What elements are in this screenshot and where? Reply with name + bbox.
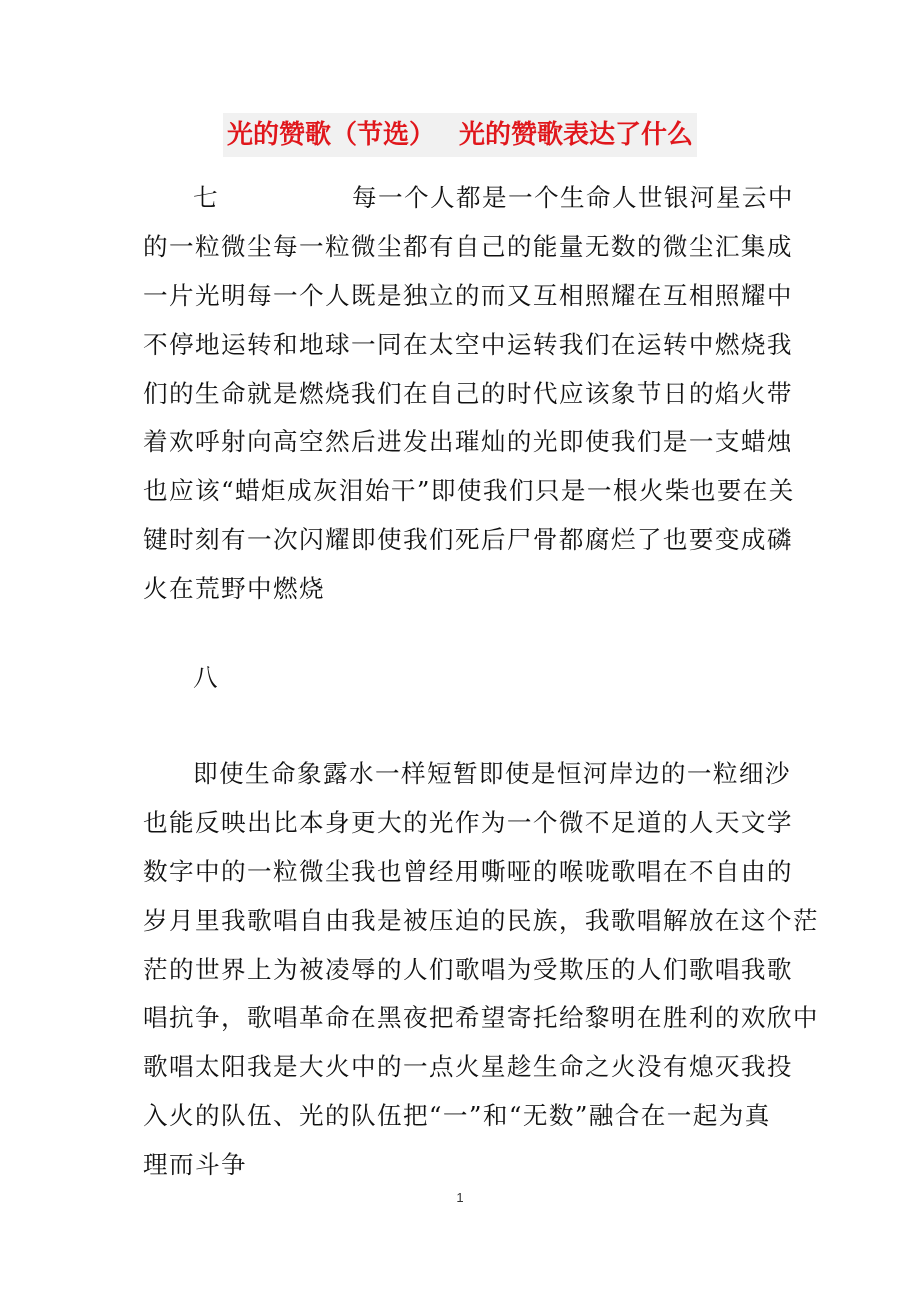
paragraph-line: 歌唱太阳我是大火中的一点火星趁生命之火没有熄灭我投: [143, 1052, 793, 1082]
line-text: 每一个人都是一个生命人世银河星云中: [352, 183, 794, 212]
paragraph-line: 入火的队伍、光的队伍把“一”和“无数”融合在一起为真: [143, 1101, 771, 1131]
paragraph-line: 唱抗争，歌唱革命在黑夜把希望寄托给黎明在胜利的欢欣中: [143, 1003, 819, 1033]
paragraph-line: 也应该“蜡炬成灰泪始干”即使我们只是一根火柴也要在关: [143, 476, 795, 506]
section-7: [143, 174, 795, 614]
paragraph-line: 茫的世界上为被凌辱的人们歌唱为受欺压的人们歌唱我歌: [143, 954, 793, 984]
paragraph-line: 火在荒野中燃烧: [143, 574, 325, 604]
paragraph-line: 键时刻有一次闪耀即使我们死后尸骨都腐烂了也要变成磷: [143, 525, 793, 555]
document-title: [0, 113, 920, 157]
section-number: 八: [193, 663, 219, 692]
paragraph-line: 们的生命就是燃烧我们在自己的时代应该象节日的焰火带: [143, 378, 793, 408]
paragraph-line: 即使生命象露水一样短暂即使是恒河岸边的一粒细沙: [193, 759, 791, 788]
section-8: [143, 750, 819, 1190]
paragraph-line: [143, 174, 794, 223]
paragraph-line: 着欢呼射向高空然后进发出璀灿的光即使我们是一支蜡烛: [143, 427, 793, 457]
title-part-2: 光的赞歌表达了什么: [459, 120, 694, 150]
paragraph-line: 理而斗争: [143, 1150, 247, 1180]
page-number: 1: [456, 1190, 464, 1205]
paragraph-line: 数字中的一粒微尘我也曾经用嘶哑的喉咙歌唱在不自由的: [143, 856, 793, 886]
paragraph-line: 岁月里我歌唱自由我是被压迫的民族，我歌唱解放在这个茫: [143, 905, 819, 935]
section-number: 七: [193, 183, 219, 212]
title-highlight: [223, 113, 697, 157]
paragraph-line: 也能反映出比本身更大的光作为一个微不足道的人天文学: [143, 807, 793, 837]
section-8-heading: [143, 654, 783, 703]
paragraph-line: 的一粒微尘每一粒微尘都有自己的能量无数的微尘汇集成: [143, 231, 793, 261]
paragraph-line: 一片光明每一个人既是独立的而又互相照耀在互相照耀中: [143, 280, 793, 310]
title-part-1: 光的赞歌（节选）: [226, 120, 435, 150]
paragraph-line: 不停地运转和地球一同在太空中运转我们在运转中燃烧我: [143, 329, 793, 359]
